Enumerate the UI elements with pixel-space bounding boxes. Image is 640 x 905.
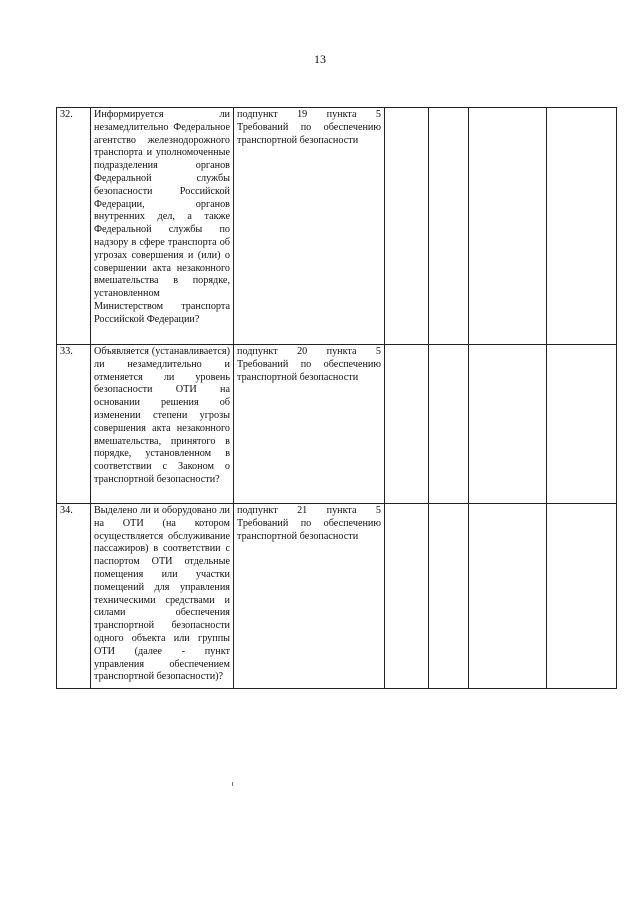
row-number: 32. bbox=[57, 108, 91, 345]
question-text: Информируется ли незамедлительно Федеральное агентство железнодорожного транспорта и уполномоченные подразделения органов Федеральной службы безопасности Российской Федерации, органов внутренних дел, а также Федеральной службы по надзору в сфере транспорта об угрозах совершения и (или) о совершении акта незаконного вмешательства в порядке, установленном Министерством транспорта Российской Федерации? bbox=[91, 108, 234, 345]
table-row bbox=[57, 504, 617, 689]
row-number: 33. bbox=[57, 345, 91, 504]
question-text: Объявляется (устанавливается) ли незамедлительно и отменяется ли уровень безопасности ОТИ на основании решения об изменении степени угрозы совершения акта незаконного вмешательства, принятого в порядке, установленном в соответствии с Законом о транспортной безопасности? bbox=[91, 345, 234, 504]
legal-reference: подпункт 21 пункта 5 Требований по обеспечению транспортной безопасности bbox=[234, 504, 385, 689]
page-number: 13 bbox=[314, 52, 326, 66]
not-applicable-cell bbox=[469, 345, 547, 504]
comment-cell bbox=[547, 108, 617, 345]
checklist-table bbox=[56, 107, 617, 689]
comment-cell bbox=[547, 345, 617, 504]
answer-yes-cell bbox=[385, 108, 429, 345]
answer-no-cell bbox=[429, 108, 469, 345]
scan-mark bbox=[232, 782, 233, 786]
legal-reference: подпункт 19 пункта 5 Требований по обеспечению транспортной безопасности bbox=[234, 108, 385, 345]
legal-reference: подпункт 20 пункта 5 Требований по обеспечению транспортной безопасности bbox=[234, 345, 385, 504]
answer-yes-cell bbox=[385, 504, 429, 689]
comment-cell bbox=[547, 504, 617, 689]
table-row bbox=[57, 345, 617, 504]
not-applicable-cell bbox=[469, 108, 547, 345]
table-row bbox=[57, 108, 617, 345]
answer-yes-cell bbox=[385, 345, 429, 504]
answer-no-cell bbox=[429, 504, 469, 689]
question-text: Выделено ли и оборудовано ли на ОТИ (на котором осуществляется обслуживание пассажиров) в соответствии с паспортом ОТИ отдельные помещения или участки помещений для управления техническими средствами и силами обеспечения транспортной безопасности одного объекта или группы ОТИ (далее - пункт управления обеспечением транспортной безопасности)? bbox=[91, 504, 234, 689]
not-applicable-cell bbox=[469, 504, 547, 689]
answer-no-cell bbox=[429, 345, 469, 504]
row-number: 34. bbox=[57, 504, 91, 689]
